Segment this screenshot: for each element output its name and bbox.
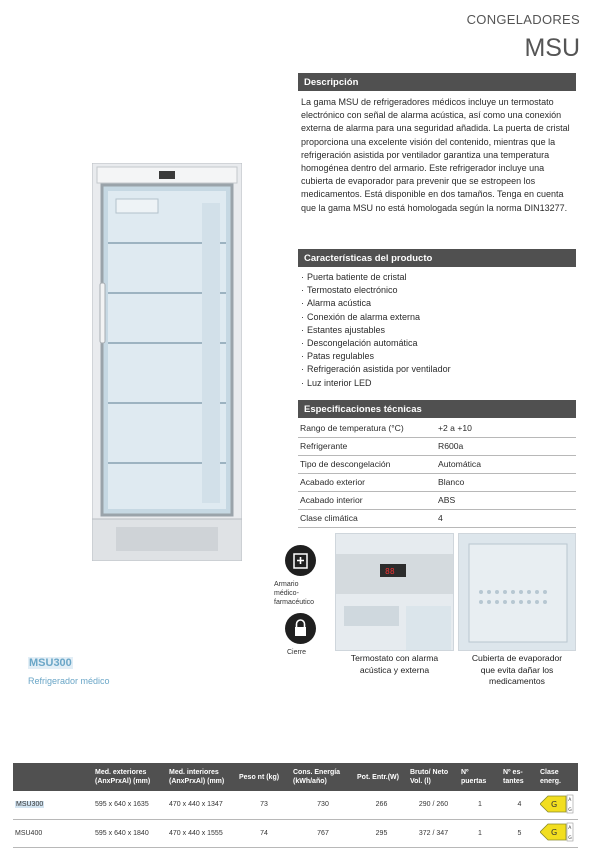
specs-table (298, 419, 576, 528)
spec-value: 4 (436, 509, 576, 527)
spec-key: Acabado exterior (298, 473, 436, 491)
col-header (13, 763, 93, 791)
list-item: · Patas regulables (301, 350, 451, 363)
table-row (298, 473, 576, 491)
table-cell: 595 x 640 x 1840 (93, 819, 167, 847)
list-item: · Luz interior LED (301, 377, 451, 390)
list-item: · Descongelación automática (301, 337, 451, 350)
spec-value: Blanco (436, 473, 576, 491)
svg-text:A: A (568, 826, 572, 831)
table-row (298, 455, 576, 473)
table-cell: 1 (459, 791, 501, 819)
category-label: CONGELADORES (466, 12, 580, 27)
table-row (298, 437, 576, 455)
svg-text:88: 88 (385, 567, 395, 576)
model-cell: MSU300 (13, 791, 93, 819)
list-item: · Refrigeración asistida por ventilador (301, 363, 451, 376)
table-cell: 5 (501, 819, 538, 847)
table-cell: 73 (237, 791, 291, 819)
product-subtitle: Refrigerador médico (28, 676, 110, 686)
spec-value: ABS (436, 491, 576, 509)
model-cell: MSU400 (13, 819, 93, 847)
spec-key: Rango de temperatura (°C) (298, 419, 436, 437)
description-heading: Descripción (298, 73, 576, 91)
table-row (13, 791, 578, 819)
spec-key: Refrigerante (298, 437, 436, 455)
list-item: · Puerta batiente de cristal (301, 271, 451, 284)
description-text: La gama MSU de refrigeradores médicos incluye un termostato electrónico con señal de alarma acústica, así como una conexión externa de alarma para una seguridad añadida. La puerta de cristal proporciona una excelente visión del contenido, mientras que la refrigeración asistida por ventilador garantiza una temperatura homogénea dentro del armario. Este refrigerador incluye una cubierta de evaporador para prevenir que se estropeen los medicamentos. Está disponible en dos tamaños. Tenga en cuenta que la gama MSU no está homologada según la norma DIN13277. (301, 97, 570, 213)
lock-icon (285, 613, 316, 644)
table-cell: 372 / 347 (408, 819, 459, 847)
table-header-row (13, 763, 578, 791)
svg-text:G: G (568, 807, 572, 813)
svg-text:G: G (551, 799, 558, 809)
table-cell: 470 x 440 x 1555 (167, 819, 237, 847)
col-header: Bruto/ Neto Vol. (l) (410, 769, 449, 785)
evaporator-caption: Cubierta de evaporador que evita dañar los medicamentos (471, 653, 563, 686)
lock-label: Cierre (287, 649, 307, 656)
evaporator-photo (458, 533, 576, 651)
table-row (13, 819, 578, 847)
table-cell: 730 (291, 791, 355, 819)
list-item: · Alarma acústica (301, 297, 451, 310)
table-row (298, 419, 576, 437)
table-cell: 470 x 440 x 1347 (167, 791, 237, 819)
table-cell: 290 / 260 (408, 791, 459, 819)
table-cell: 74 (237, 819, 291, 847)
table-cell: 266 (355, 791, 408, 819)
medical-cabinet-icon (285, 545, 316, 576)
features-heading: Características del producto (298, 249, 576, 267)
thermostat-photo (335, 533, 454, 651)
col-header: Med. exteriores (AnxPrxAl) (mm) (95, 769, 151, 785)
spec-value: Automática (436, 455, 576, 473)
energy-class-cell (538, 791, 578, 819)
table-row (298, 509, 576, 527)
col-header: Pot. Entr.(W) (357, 773, 399, 781)
spec-key: Tipo de descongelación (298, 455, 436, 473)
svg-text:A: A (568, 797, 572, 803)
spec-key: Clase climática (298, 509, 436, 527)
table-cell: 1 (459, 819, 501, 847)
table-cell: 295 (355, 819, 408, 847)
table-cell: 4 (501, 791, 538, 819)
specs-heading: Especificaciones técnicas (298, 400, 576, 418)
energy-class-cell (538, 819, 578, 847)
col-header: Peso nt (kg) (239, 773, 280, 781)
medical-cabinet-label: Armario médico- farmacéutico (274, 581, 315, 606)
table-cell: 767 (291, 819, 355, 847)
models-table (13, 763, 578, 848)
list-item: · Conexión de alarma externa (301, 311, 451, 324)
svg-text:G: G (568, 836, 572, 841)
energy-label-icon (540, 822, 574, 842)
spec-key: Acabado interior (298, 491, 436, 509)
table-row (298, 491, 576, 509)
table-cell: 595 x 640 x 1635 (93, 791, 167, 819)
features-list (301, 271, 451, 390)
energy-label-icon (540, 794, 574, 814)
col-header: Cons. Energía (kWh/año) (293, 769, 341, 785)
thermostat-caption: Termostato con alarma acústica y externa (350, 653, 439, 675)
col-header: Nº es- tantes (503, 769, 524, 785)
list-item: · Termostato electrónico (301, 284, 451, 297)
page-title: MSU (524, 34, 580, 62)
col-header: Nº puertas (461, 769, 487, 785)
product-image (92, 163, 242, 561)
spec-value: +2 a +10 (436, 419, 576, 437)
product-model: MSU300 (29, 657, 72, 669)
col-header: Clase energ. (540, 769, 562, 785)
col-header: Med. interiores (AnxPrxAl) (mm) (169, 769, 225, 785)
list-item: · Estantes ajustables (301, 324, 451, 337)
svg-text:G: G (551, 828, 558, 837)
spec-value: R600a (436, 437, 576, 455)
